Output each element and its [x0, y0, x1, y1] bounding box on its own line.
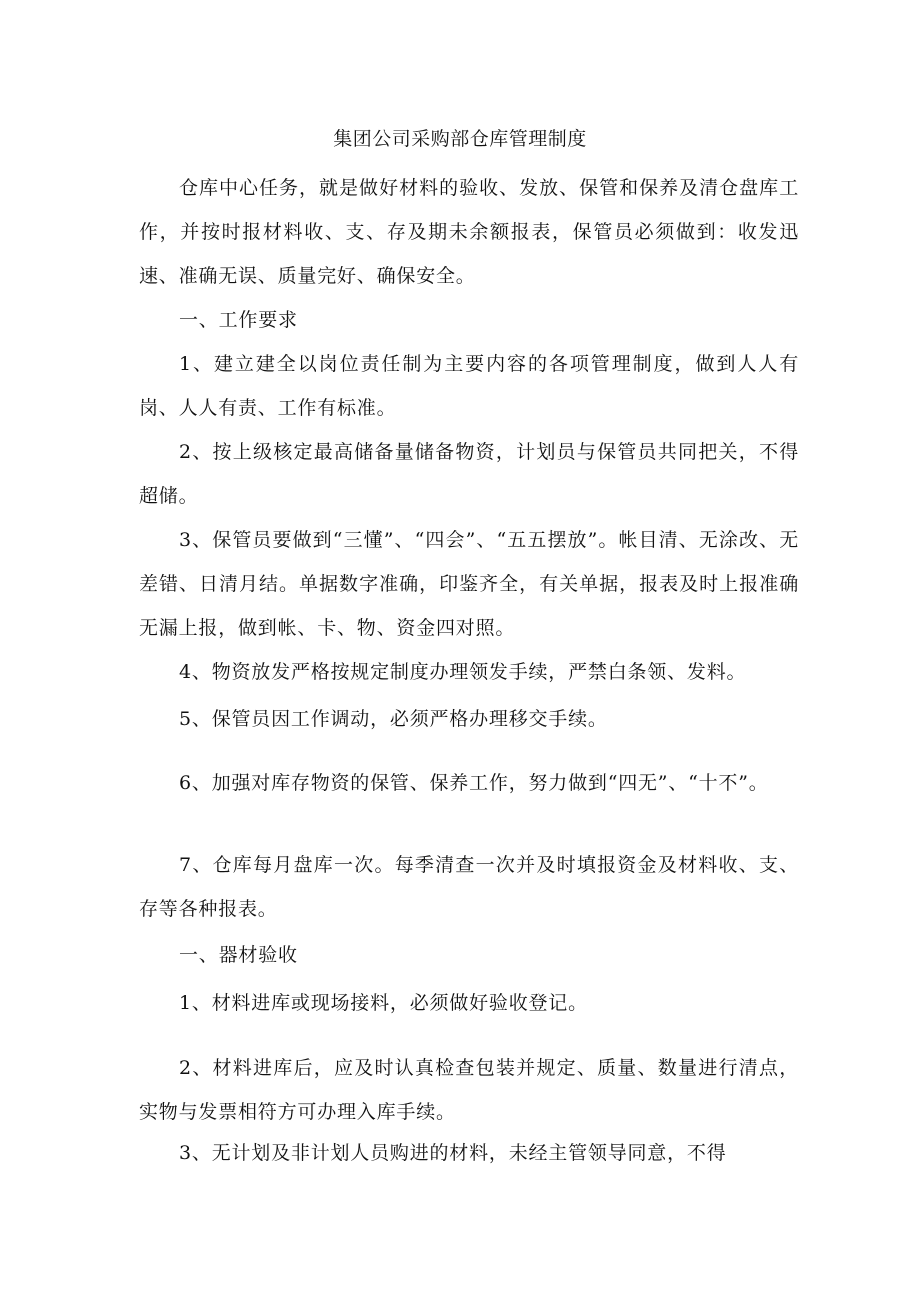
paragraph-item-6: 6、加强对库存物资的保管、保养工作，努力做到“四无”、“十不”。	[179, 772, 769, 794]
paragraph-item-1: 1、建立建全以岗位责任制为主要内容的各项管理制度，做到人人有岗、人人有责、工作有标准。	[139, 353, 799, 419]
paragraph-item-4: 4、物资放发严格按规定制度办理领发手续，严禁白条领、发料。	[179, 661, 747, 683]
section-heading-work-requirements: 一、工作要求	[179, 309, 298, 331]
paragraph-inspection-3: 3、无计划及非计划人员购进的材料，未经主管领导同意，不得	[179, 1142, 727, 1164]
paragraph-item-7: 7、仓库每月盘库一次。每季清查一次并及时填报资金及材料收、支、存等各种报表。	[139, 854, 799, 920]
document-title: 集团公司采购部仓库管理制度	[333, 128, 587, 150]
paragraph-intro: 仓库中心任务，就是做好材料的验收、发放、保管和保养及清仓盘库工作，并按时报材料收、支、存及期未余额报表，保管员必须做到：收发迅速、准确无误、质量完好、确保安全。	[139, 177, 799, 287]
paragraph-item-2: 2、按上级核定最高储备量储备物资，计划员与保管员共同把关，不得超储。	[139, 441, 799, 507]
paragraph-inspection-2: 2、材料进库后，应及时认真检查包装并规定、质量、数量进行清点，实物与发票相符方可办理入库手续。	[139, 1057, 799, 1123]
paragraph-item-5: 5、保管员因工作调动，必须严格办理移交手续。	[179, 708, 608, 730]
paragraph-item-3: 3、保管员要做到“三懂”、“四会”、“五五摆放”。帐目清、无涂改、无差错、日清月结。单据数字准确，印鉴齐全，有关单据，报表及时上报准确无漏上报，做到帐、卡、物、资金四对照。	[139, 529, 799, 639]
section-heading-material-inspection: 一、器材验收	[179, 944, 298, 966]
paragraph-inspection-1: 1、材料进库或现场接料，必须做好验收登记。	[179, 992, 588, 1014]
